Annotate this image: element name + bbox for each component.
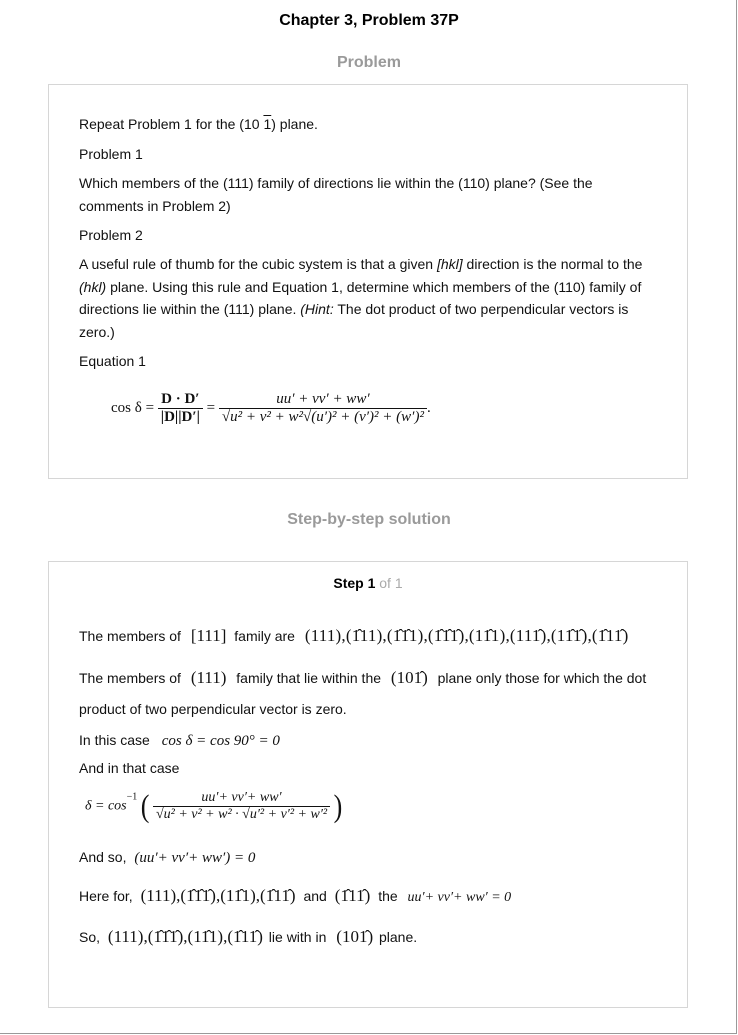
sqrt-icon: √: [242, 807, 250, 822]
equation1-heading: Equation 1: [79, 353, 146, 369]
problem-heading: Problem: [336, 54, 401, 71]
left-paren-icon: (: [140, 788, 150, 824]
step-indicator: Step 1 of 1: [333, 575, 403, 591]
problem1-line1: Which members of the (111) family of directions lie within the (110) plane? (See the: [79, 175, 593, 191]
problem2-heading: Problem 2: [79, 227, 143, 243]
solution-line2: The members of (111) family that lie within the (101̂) plane only those for which the dot: [79, 668, 647, 687]
problem1-heading: Problem 1: [79, 146, 143, 162]
solution-line6: And so, (uu′+ vv′+ ww′) = 0: [79, 849, 256, 866]
equation1-fraction2: $\frac{uu' + vv' + ww'}{\text{√u² + v² + w²√(u′)² + (v′)² + (w′)²}}$: [219, 391, 427, 426]
problem2-line2: (hkl) plane. Using this rule and Equation 1, determine which members of the (110) family of: [79, 279, 642, 295]
sqrt-icon: √: [221, 409, 231, 425]
problem2-line3: directions lie within the (111) plane. (Hint: The dot product of two perpendicular vectors is: [79, 301, 629, 317]
solution-line3: product of two perpendicular vector is zero.: [79, 701, 347, 717]
solution-heading: Step-by-step solution: [287, 511, 451, 528]
equation1-lhs: cos δ =: [111, 400, 155, 416]
solution-line1: The members of [111] family are (111),(1̂11),(1̂1̂1),(1̂1̂1̂),(11̂1),(111̂),(11̂1̂),(1̂11̂): [79, 626, 629, 645]
problem2-line4: zero.): [79, 324, 115, 340]
delta-fraction: $\frac{uu'+ vv'+ ww'}{\text{√u² + v² + w² · √u′² + v′² + w′²}}$: [153, 790, 330, 823]
page-title: Chapter 3, Problem 37P: [279, 12, 459, 29]
solution-panel: [48, 561, 688, 1008]
sqrt-icon: √: [155, 807, 164, 822]
problem2-line1: A useful rule of thumb for the cubic system is that a given [hkl] direction is the normal to the: [79, 256, 643, 272]
right-paren-icon: ): [333, 788, 343, 824]
solution-line4: In this case cos δ = cos 90° = 0: [79, 732, 280, 749]
solution-line8: So, (111),(1̂1̂1̂),(11̂1),(1̂11̂) lie with in (101̂) plane.: [79, 927, 418, 946]
solution-line7: Here for, (111),(1̂1̂1̂),(11̂1),(1̂11̂) and (1̂11̂) the uu′+ vv′+ ww′ = 0: [79, 886, 512, 905]
problem-panel: [48, 84, 688, 479]
problem-intro: Repeat Problem 1 for the (10 1) plane.: [79, 116, 318, 132]
direction-family-list: (111),(1̂11),(1̂1̂1),(1̂1̂1̂),(11̂1),(111̂),(11̂1̂),(1̂11̂): [304, 626, 629, 645]
equation1-fraction1: $\frac{D \cdot D'}{|D||D'|}$: [158, 391, 203, 426]
delta-formula: $\delta = \cos^{-1}$ ( $\frac{uu'+ vv'+ ww'}{\text{√u² + v² + w² · √u′² + v′² + w′²}}$ ): [85, 788, 343, 824]
sqrt-icon: √: [303, 409, 312, 425]
equation1: cos δ = $\frac{D \cdot D'}{|D||D'|}$ = $\frac{uu' + vv' + ww'}{\text{√u² + v² + w²√(u′)² + (v′)² + (w′)²}}$ .: [111, 391, 431, 425]
problem1-line2: comments in Problem 2): [79, 198, 231, 214]
solution-line5: And in that case: [79, 760, 180, 776]
